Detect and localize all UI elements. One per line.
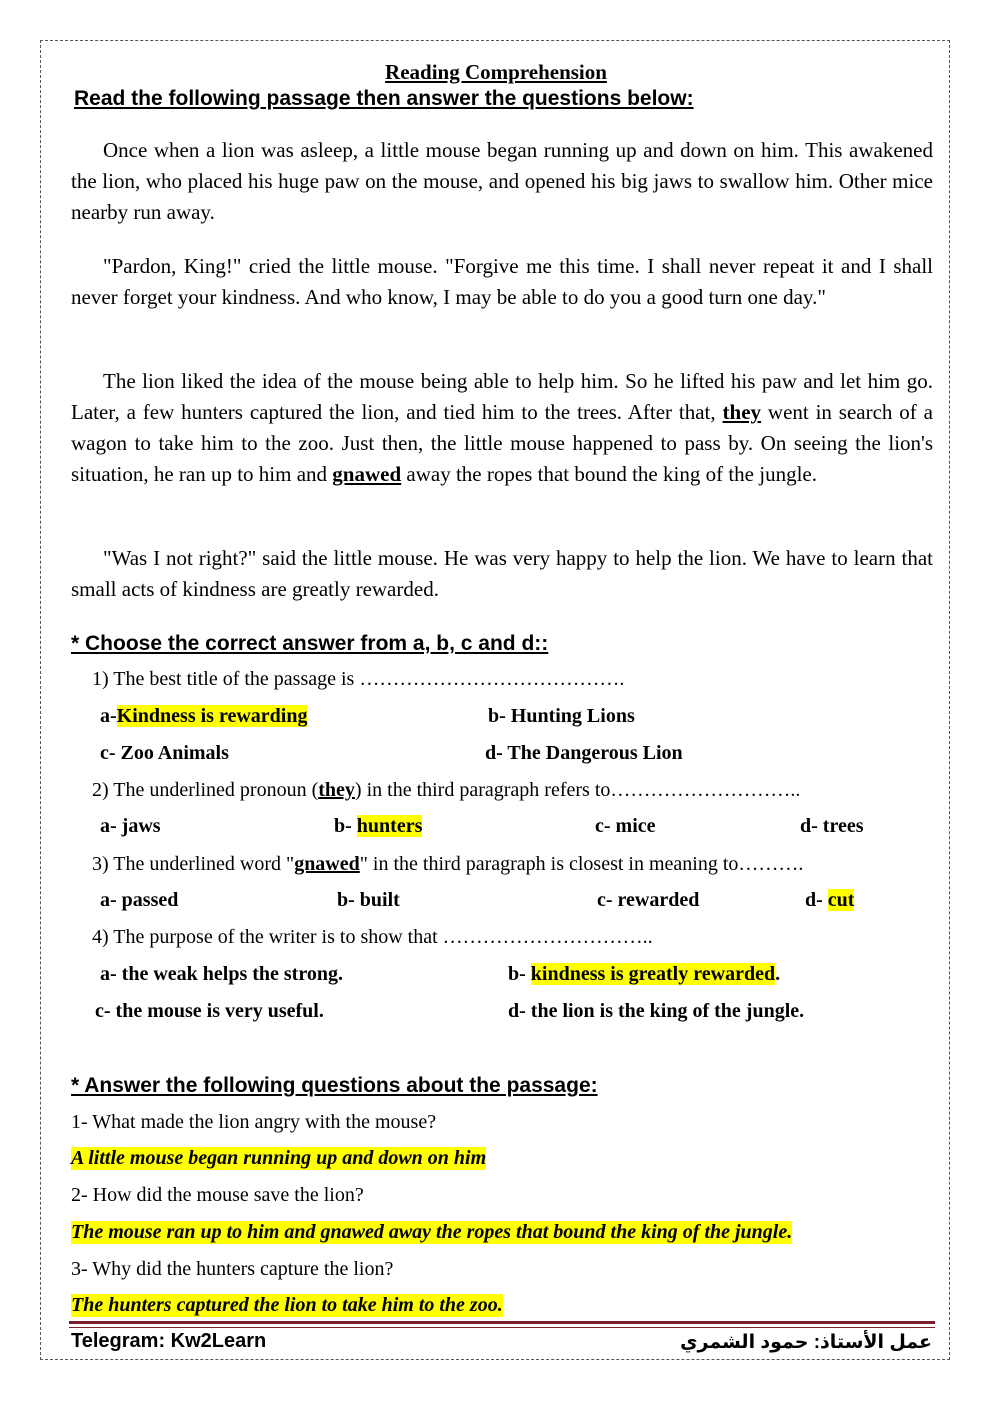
option-prefix: d- <box>805 889 823 911</box>
underlined-word-gnawed: gnawed <box>332 462 402 486</box>
footer-telegram: Telegram: Kw2Learn <box>71 1330 267 1352</box>
passage-text: away the ropes that bound the king of the jungle. <box>406 462 817 486</box>
q4-option-b <box>508 963 780 986</box>
q3-option-b: b- built <box>337 889 400 911</box>
passage-paragraph-1: Once when a lion was asleep, a little mouse began running up and down on him. This awakened the lion, who placed his huge paw on the mouse, and opened his big jaws to swallow him. Other mice nearby run away. <box>71 138 933 224</box>
correct-answer: hunters <box>356 815 423 837</box>
question-text: 3) The underlined word " <box>92 853 295 875</box>
q1-option-d: d- The Dangerous Lion <box>485 742 683 764</box>
qa-question-1: 1- What made the lion angry with the mouse? <box>71 1111 437 1133</box>
q3-option-a: a- passed <box>100 889 179 911</box>
question-text: 2) The underlined pronoun ( <box>92 779 319 801</box>
footer-author: عمل الأستاذ: حمود الشمري <box>680 1332 932 1353</box>
q2-option-c: c- mice <box>595 815 656 837</box>
underlined-word-they: they <box>722 400 762 424</box>
passage-paragraph-3 <box>71 366 933 490</box>
q4-option-a: a- the weak helps the strong. <box>100 963 343 985</box>
question-4: 4) The purpose of the writer is to show that ………………………….. <box>92 926 653 948</box>
question-1: 1) The best title of the passage is …………………………………. <box>92 668 625 690</box>
question-text: ) in the third paragraph refers to……………………….. <box>354 779 801 801</box>
passage-paragraph-2: "Pardon, King!" cried the little mouse. "Forgive me this time. I shall never repeat it and I shall never forget your kindness. And who know, I may be able to do you a good turn one day." <box>71 254 933 309</box>
instruction-heading: Read the following passage then answer the questions below: <box>74 87 694 110</box>
option-prefix: a- <box>100 705 117 727</box>
option-prefix: b- <box>334 815 352 837</box>
q2-option-b <box>334 815 422 838</box>
mcq-heading: * Choose the correct answer from a, b, c and d:: <box>71 632 549 655</box>
q1-option-c: c- Zoo Animals <box>100 742 229 764</box>
q4-option-d: d- the lion is the king of the jungle. <box>508 1000 805 1022</box>
passage-text: went in search of a wagon to take him to the zoo. Just then, the little mouse happened to pass by. On seeing the lion's situation, he ran up to him and <box>71 400 933 486</box>
underlined-word: gnawed <box>294 853 360 875</box>
q3-option-c: c- rewarded <box>597 889 700 911</box>
passage-paragraph-4: "Was I not right?" said the little mouse. He was very happy to help the lion. We have to learn that small acts of kindness are greatly rewarded. <box>71 546 933 601</box>
qa-answer-2: The mouse ran up to him and gnawed away the ropes that bound the king of the jungle. <box>71 1221 793 1243</box>
question-text: " in the third paragraph is closest in meaning to………. <box>359 853 804 875</box>
qa-answer-3: The hunters captured the lion to take him to the zoo. <box>71 1294 503 1316</box>
q4-option-c: c- the mouse is very useful. <box>95 1000 324 1022</box>
qa-question-2: 2- How did the mouse save the lion? <box>71 1184 364 1206</box>
q2-option-a: a- jaws <box>100 815 161 837</box>
question-3 <box>92 853 803 876</box>
option-suffix: . <box>775 963 781 985</box>
question-2 <box>92 779 800 802</box>
footer-divider <box>69 1321 935 1324</box>
page-title: Reading Comprehension <box>385 60 607 84</box>
qa-answer-1: A little mouse began running up and down on him <box>71 1147 487 1169</box>
passage-text: The lion liked the idea of the mouse being able to help him. So he lifted his paw and let him go. Later, a few hunters captured the lion, and tied him to the trees. After that, <box>71 369 933 424</box>
qa-question-3: 3- Why did the hunters capture the lion? <box>71 1258 394 1280</box>
q3-option-d <box>805 889 854 912</box>
correct-answer: kindness is greatly rewarded <box>530 963 776 985</box>
correct-answer: cut <box>827 889 855 911</box>
correct-answer: Kindness is rewarding <box>116 705 308 727</box>
q2-option-d: d- trees <box>800 815 864 837</box>
underlined-word: they <box>318 779 355 801</box>
option-prefix: b- <box>508 963 526 985</box>
q1-option-b: b- Hunting Lions <box>488 705 635 727</box>
q1-option-a <box>100 705 307 728</box>
footer-divider-thin <box>69 1327 935 1328</box>
qa-heading: * Answer the following questions about the passage: <box>71 1074 598 1097</box>
